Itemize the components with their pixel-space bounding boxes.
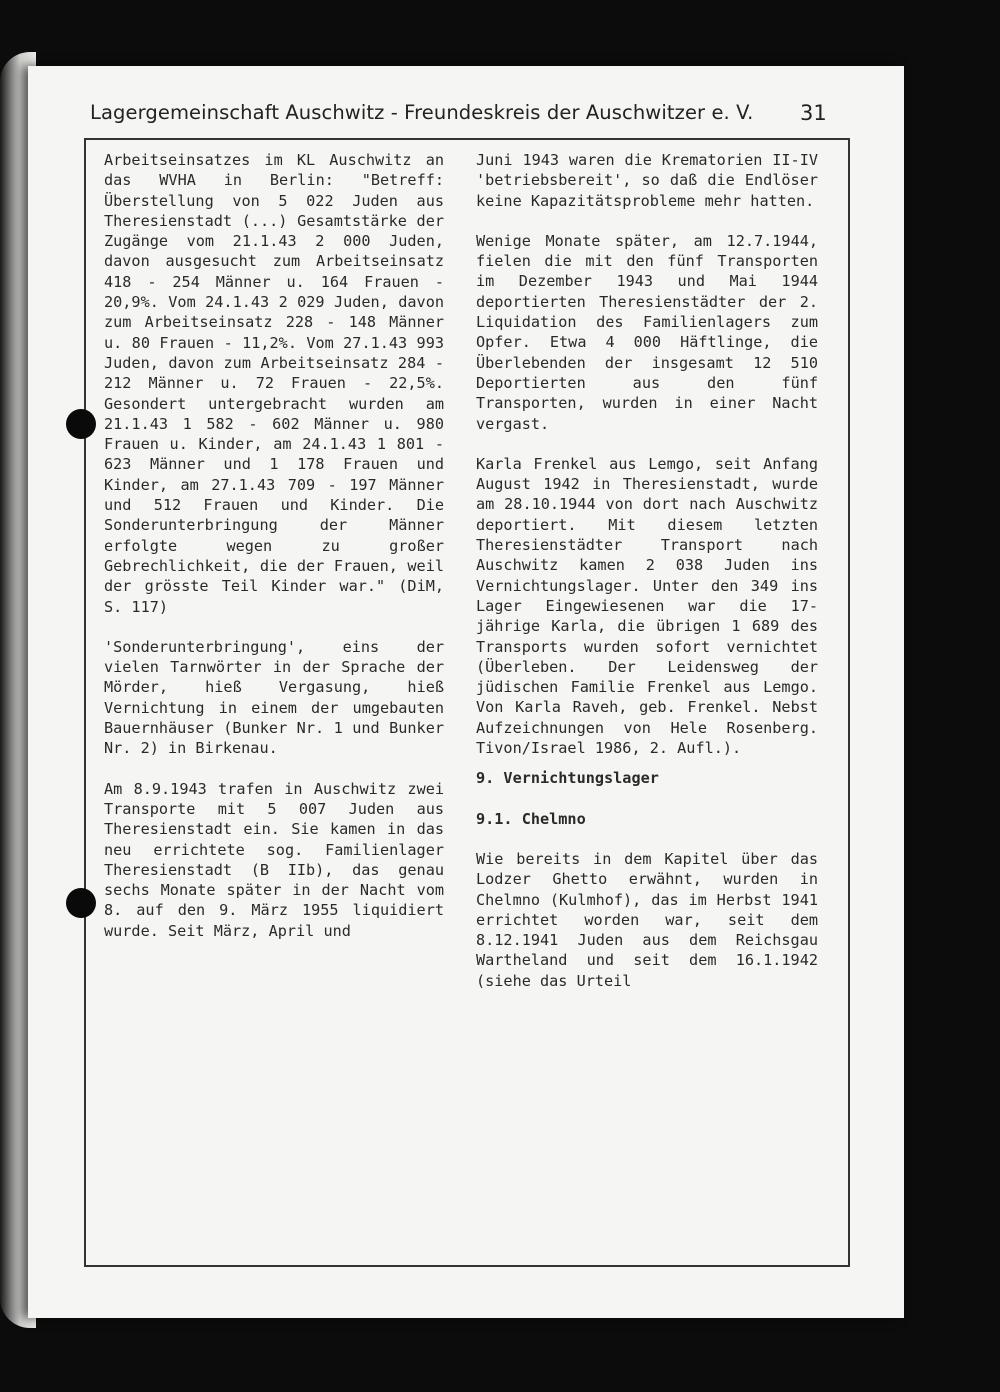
subsection-heading: 9.1. Chelmno bbox=[476, 809, 586, 828]
right-column bbox=[476, 150, 818, 991]
section-heading: 9. Vernichtungslager bbox=[476, 769, 659, 788]
punch-hole bbox=[66, 888, 96, 918]
page-number: 31 bbox=[800, 101, 827, 125]
right-paragraph-4: Wie bereits in dem Kapitel über das Lodzer Ghetto erwähnt, wurden in Chelmno (Kulmhof), das im Herbst 1941 errichtet worden war, seit dem 8.12.1941 Juden aus dem Reichsgau Wartheland und seit dem 16.1.1942 (siehe das Urteil bbox=[476, 849, 818, 990]
left-paragraph-3: Am 8.9.1943 trafen in Auschwitz zwei Transporte mit 5 007 Juden aus Theresienstadt ein. Sie kamen in das neu errichtete sog. Familienlager Theresienstadt (B IIb), das genau sechs Monate später in der Nacht vom 8. auf den 9. März 1955 liquidiert wurde. Seit März, April und bbox=[104, 779, 444, 940]
right-paragraph-1: Juni 1943 waren die Krematorien II-IV 'betriebsbereit', so daß die Endlöser keine Kapazitätsprobleme mehr hatten. bbox=[476, 151, 818, 210]
text-frame bbox=[84, 138, 850, 1267]
left-paragraph-2: 'Sonderunterbringung', eins der vielen Tarnwörter in der Sprache der Mörder, hieß Vergasung, hieß Vernichtung in einem der umgebauten Bauernhäuser (Bunker Nr. 1 und Bunker Nr. 2) in Birkenau. bbox=[104, 637, 444, 758]
right-paragraph-3: Karla Frenkel aus Lemgo, seit Anfang August 1942 in Theresienstadt, wurde am 28.10.1944 von dort nach Auschwitz deportiert. Mit diesem letzten Theresienstädter Transport nach Auschwitz kamen 2 038 Juden ins Vernichtungslager. Unter den 349 ins Lager Eingewiesenen war die 17-jährige Karla, die übrigen 1 689 des Transports wurden sofort vernichtet (Überleben. Der Leidensweg der jüdischen Familie Frenkel aus Lemgo. Von Karla Raveh, geb. Frenkel. Nebst Aufzeichnungen von Hele Rosenberg. Tivon/Israel 1986, 2. Aufl.). bbox=[476, 454, 818, 758]
left-paragraph-1: Arbeitseinsatzes im KL Auschwitz an das WVHA in Berlin: "Betreff: Überstellung von 5 022 Juden aus Theresienstadt (...) Gesamtstärke der Zugänge vom 21.1.43 2 000 Juden, davon ausgesucht zum Arbeitseinsatz 418 - 254 Männer u. 164 Frauen - 20,9%. Vom 24.1.43 2 029 Juden, davon zum Arbeitseinsatz 228 - 148 Männer u. 80 Frauen - 11,2%. Vom 27.1.43 993 Juden, davon zum Arbeitseinsatz 284 - 212 Männer u. 72 Frauen - 22,5%. Gesondert untergebracht wurden am 21.1.43 1 582 - 602 Männer u. 980 Frauen u. Kinder, am 24.1.43 1 801 - 623 Männer und 1 178 Frauen und Kinder, am 27.1.43 709 - 197 Männer und 512 Frauen und Kinder. Die Sonderunterbringung der Männer erfolgte wegen zu großer Gebrechlichkeit, die der Frauen, weil der grösste Teil Kinder war." (DiM, S. 117) bbox=[104, 151, 444, 616]
left-column bbox=[104, 150, 444, 941]
running-head: Lagergemeinschaft Auschwitz - Freundeskreis der Auschwitzer e. V. bbox=[90, 101, 754, 124]
right-paragraph-2: Wenige Monate später, am 12.7.1944, fielen die mit den fünf Transporten im Dezember 1943 und Mai 1944 deportierten Theresienstädter der 2. Liquidation des Familienlagers zum Opfer. Etwa 4 000 Häftlinge, die Überlebenden der insgesamt 12 510 Deportierten aus den fünf Transporten, wurden in einer Nacht vergast. bbox=[476, 231, 818, 433]
document-page bbox=[28, 66, 904, 1318]
punch-hole bbox=[66, 409, 96, 439]
